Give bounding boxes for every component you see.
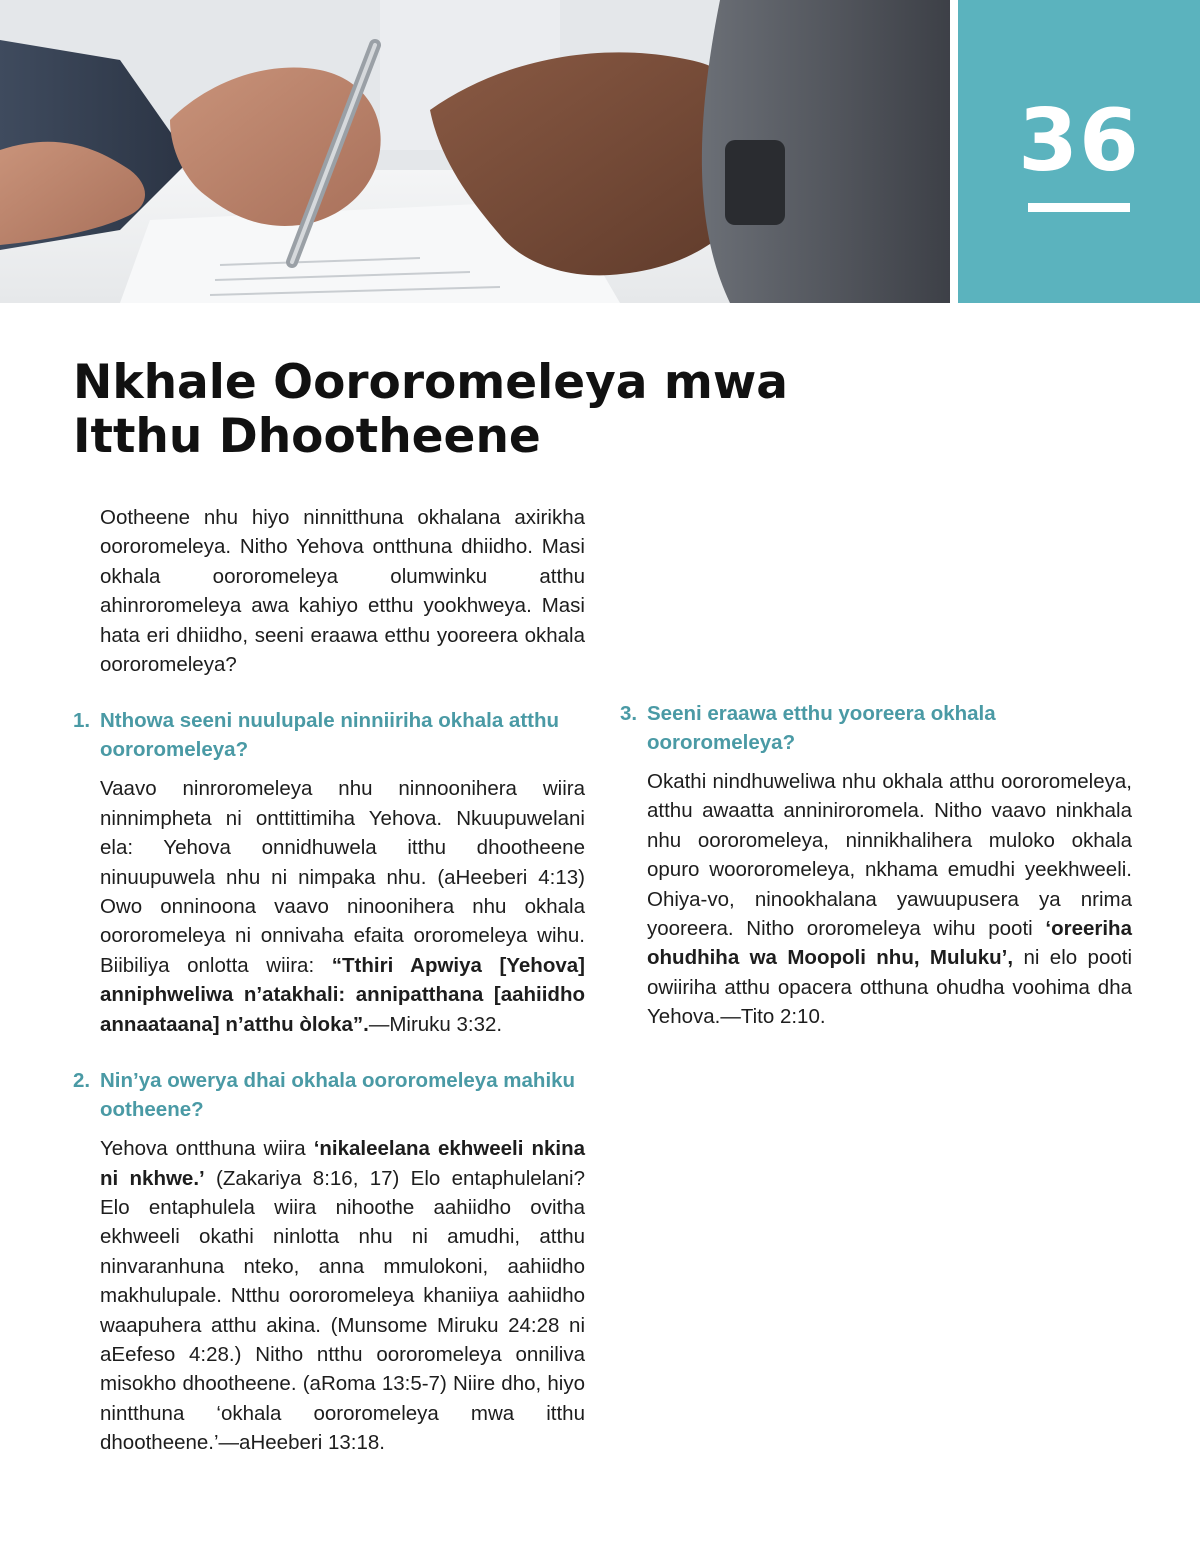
answer-2-paragraph	[100, 1134, 585, 1457]
scripture-quote: ‘oreeriha ohudhiha wa Moopoli nhu, Muluku’,	[647, 917, 1132, 970]
answer-text: Okathi nindhuweliwa nhu okhala atthu oororomeleya, atthu awaatta anniniroromela. Nitho vaavo ninkhala nhu oororomeleya, ninnikhalihera muloko okhala opuro woororomeleya, nkhama emudhi yeekhweeli. Ohiya-vo, ninookhalana yawuupusera ya nrima yooreera. Nitho ororomeleya wihu pooti	[647, 770, 1132, 941]
right-column	[620, 503, 1132, 1032]
answer-text: Yehova ontthuna wiira	[100, 1137, 314, 1161]
lesson-number-underline	[1028, 203, 1130, 212]
page-title	[73, 356, 833, 464]
question-text: Nthowa seeni nuulupale ninniiriha okhala atthu oororomeleya?	[100, 709, 560, 762]
left-column	[73, 503, 585, 1458]
handshake-document-photo	[0, 0, 950, 303]
scripture-quote: ‘nikaleelana ekhweeli nkina ni nkhwe.’	[100, 1137, 585, 1190]
question-2	[73, 1066, 585, 1124]
scripture-quote: “Tthiri Apwiya [Yehova] anniphweliwa n’atakhali: annipatthana [aahiidho annaataana] n’atthu òloka”.	[100, 953, 585, 1036]
page-title-line-2: Itthu Dhootheene	[73, 409, 541, 464]
question-number: 1.	[73, 709, 91, 733]
question-text: Nin’ya owerya dhai okhala oororomeleya mahiku ootheene?	[100, 1069, 576, 1122]
lesson-number: 36	[1018, 91, 1140, 191]
answer-3-paragraph	[647, 767, 1132, 1032]
page-title-line-1: Nkhale Oororomeleya mwa	[73, 355, 788, 410]
answer-text: Vaavo ninroromeleya nhu ninnoonihera wiira ninnimpheta ni onttittimiha Yehova. Nkuupuwelani ela: Yehova onnidhuwela itthu dhootheene ninuupuwela nhu ni nimpaka nhu. (aHeeberi 4:13) Owo onninoona vaavo ninoonihera nhu okhala oororomeleya ni onnivaha efaita ororomeleya wihu. Biibiliya onlotta wiira:	[100, 777, 585, 977]
question-text: Seeni eraawa etthu yooreera okhala oororomeleya?	[647, 702, 996, 754]
question-3	[620, 699, 1132, 757]
lesson-number-tab	[958, 0, 1200, 303]
question-1	[73, 706, 585, 764]
answer-1-paragraph	[100, 774, 585, 1039]
question-number: 2.	[73, 1069, 91, 1093]
scripture-reference: —Miruku 3:32.	[368, 1012, 503, 1036]
answer-text-continued: (Zakariya 8:16, 17) Elo entaphulelani? Elo entaphulela wiira nihoothe aahiidho ovitha ekhweeli okathi ninlotta nhu ni amudhi, atthu ninvaranhuna nteko, anna mmulokoni, aahiidho makhulupale. Ntthu oororomeleya khaniiya aahiidho waapuhera atthu akina. (Munsome Miruku 24:28 ni aEefeso 4:28.) Nitho ntthu oororomeleya onniliva misokho dhootheene. (aRoma 13:5-7) Niire dho, hiyo nintthuna ‘okhala oororomeleya mwa itthu dhootheene.’—aHeeberi 13:18.	[100, 1166, 585, 1455]
answer-text-continued: ni elo pooti owiiriha atthu opacera otthuna ohudha voohima dha Yehova.—Tito 2:10.	[647, 946, 1132, 1029]
question-number: 3.	[620, 702, 638, 725]
intro-paragraph: Ootheene nhu hiyo ninnitthuna okhalana axirikha oororomeleya. Nitho Yehova ontthuna dhiidho. Masi okhala oororomeleya olumwinku atthu ahinroromeleya awa kahiyo etthu yookhweya. Masi hata eri dhiidho, seeni eraawa etthu yooreera okhala oororomeleya?	[100, 506, 585, 677]
hero-image	[0, 0, 950, 303]
